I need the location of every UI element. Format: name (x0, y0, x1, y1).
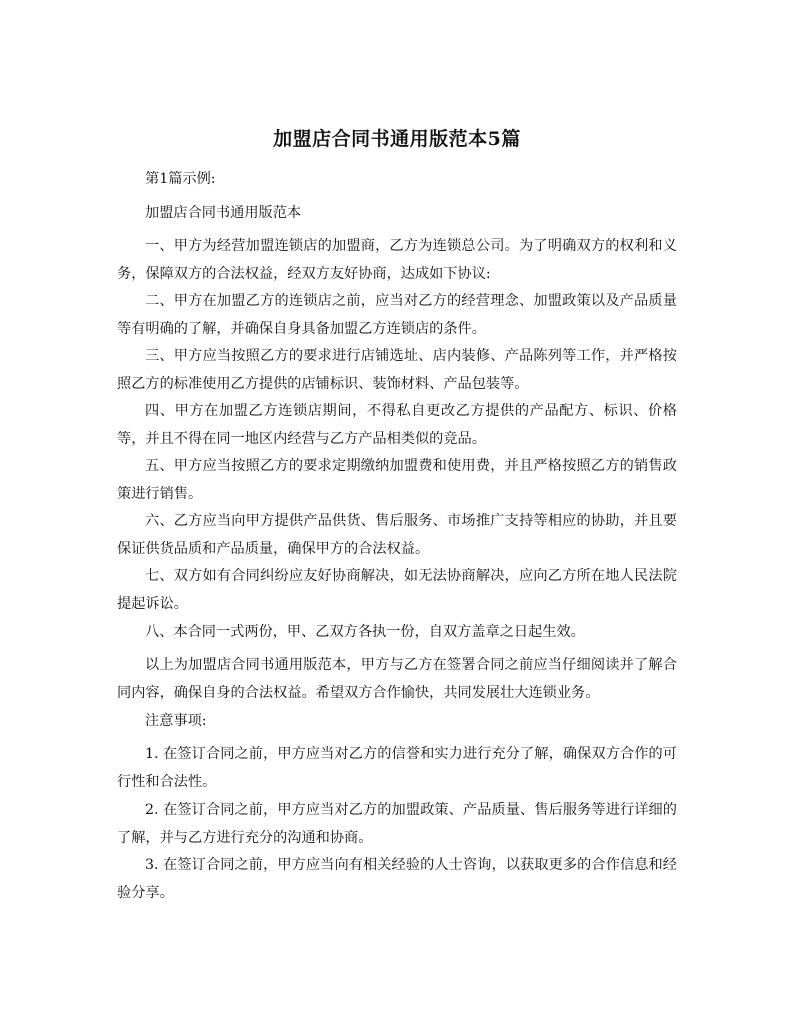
paragraph-notes-heading: 注意事项: (145, 713, 207, 729)
paragraph-note-2: 2. 在签订合同之前，甲方应当对乙方的加盟政策、产品质量、售后服务等进行详细的了解，并与乙方进行充分的沟通和协商。 (117, 802, 677, 846)
paragraph-clause-1: 一、甲方为经营加盟连锁店的加盟商，乙方为连锁总公司。为了明确双方的权利和义务，保障双方的合法权益，经双方友好协商，达成如下协议: (117, 238, 677, 282)
paragraph-clause-5: 五、甲方应当按照乙方的要求定期缴纳加盟费和使用费，并且严格按照乙方的销售政策进行销售。 (117, 458, 677, 502)
paragraph-summary: 以上为加盟店合同书通用版范本，甲方与乙方在签署合同之前应当仔细阅读并了解合同内容，确保自身的合法权益。希望双方合作愉快，共同发展壮大连锁业务。 (117, 657, 677, 701)
paragraph-note-3: 3. 在签订合同之前，甲方应当向有相关经验的人士咨询，以获取更多的合作信息和经验分享。 (117, 857, 677, 901)
paragraph-clause-8: 八、本合同一式两份，甲、乙双方各执一份，自双方盖章之日起生效。 (145, 624, 585, 640)
paragraph-clause-6: 六、乙方应当向甲方提供产品供货、售后服务、市场推广支持等相应的协助，并且要保证供货品质和产品质量，确保甲方的合法权益。 (117, 513, 677, 557)
paragraph-example-label: 第1篇示例: (145, 171, 216, 187)
paragraph-clause-3: 三、甲方应当按照乙方的要求进行店铺选址、店内装修、产品陈列等工作，并严格按照乙方的标准使用乙方提供的店铺标识、装饰材料、产品包装等。 (117, 348, 677, 392)
document-title: 加盟店合同书通用版范本5篇 (273, 128, 521, 150)
paragraph-clause-4: 四、甲方在加盟乙方连锁店期间，不得私自更改乙方提供的产品配方、标识、价格等，并且不得在同一地区内经营与乙方产品相类似的竞品。 (117, 403, 677, 447)
paragraph-clause-7: 七、双方如有合同纠纷应友好协商解决，如无法协商解决，应向乙方所在地人民法院提起诉讼。 (117, 568, 677, 612)
paragraph-subtitle: 加盟店合同书通用版范本 (145, 205, 302, 221)
paragraph-note-1: 1. 在签订合同之前，甲方应当对乙方的信誉和实力进行充分了解，确保双方合作的可行性和合法性。 (117, 746, 677, 790)
paragraph-clause-2: 二、甲方在加盟乙方的连锁店之前，应当对乙方的经营理念、加盟政策以及产品质量等有明确的了解，并确保自身具备加盟乙方连锁店的条件。 (117, 293, 677, 337)
